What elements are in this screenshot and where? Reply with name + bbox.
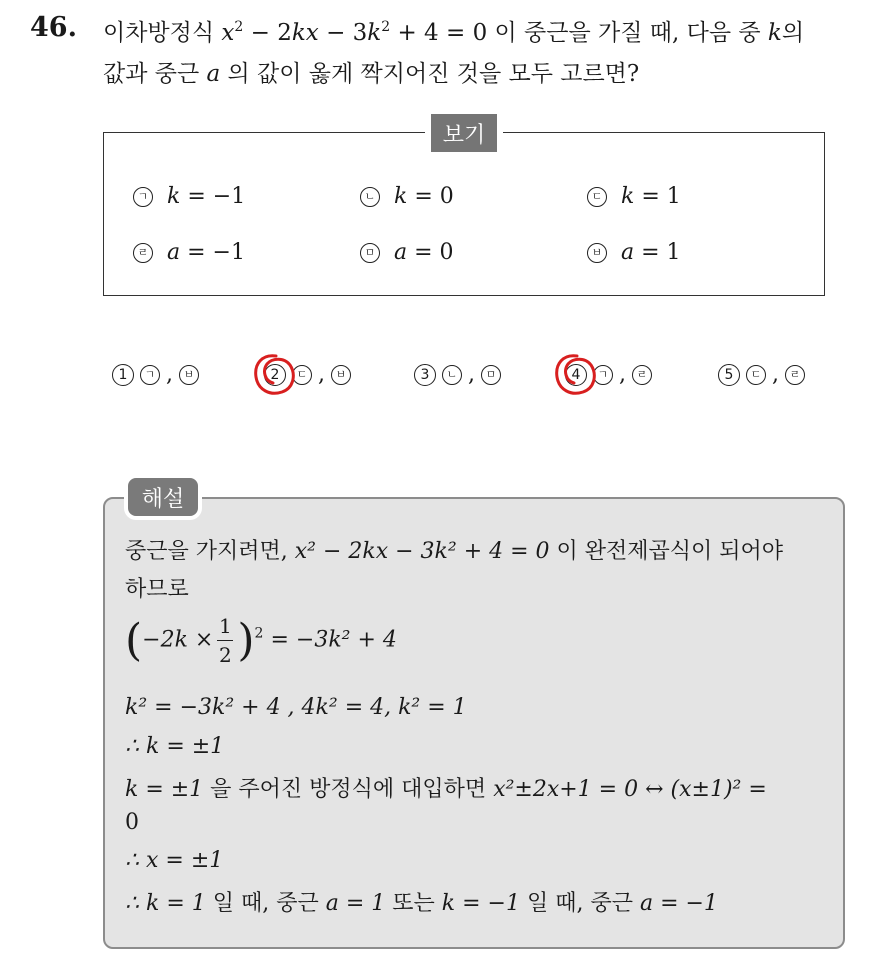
fraction: $\frac{1}{2}$ bbox=[219, 614, 232, 667]
choice-5[interactable]: 5 ㄷ , ㄹ bbox=[718, 362, 805, 387]
question-line-1: 이차방정식 $x^2 - 2kx - 3k^2 + 4 = 0$ 이 중근을 가질 때, 다음 중 k의 bbox=[103, 19, 805, 46]
choice-number: 1 bbox=[112, 364, 134, 386]
bogi-item-5: ㅁ a = 0 bbox=[360, 240, 454, 265]
solution-line-8: ∴ x = ±1 bbox=[125, 848, 224, 873]
choice-4[interactable]: 4 ㄱ , ㄹ bbox=[565, 362, 652, 387]
answer-mark-stroke bbox=[256, 356, 294, 393]
answer-mark-stroke bbox=[557, 356, 595, 393]
solution-label: 해설 bbox=[128, 478, 198, 516]
solution-line-4: k² = −3k² + 4 , 4k² = 4, k² = 1 bbox=[125, 695, 467, 720]
mark-circle: ㄹ bbox=[133, 243, 153, 263]
answer-mark-2 bbox=[250, 350, 300, 400]
choice-1[interactable]: 1 ㄱ , ㅂ bbox=[112, 362, 199, 387]
solution-line-1: 중근을 가지려면, x² − 2kx − 3k² + 4 = 0 이 완전제곱식이 되어야 bbox=[125, 539, 784, 564]
solution-line-6: k = ±1 을 주어진 방정식에 대입하면 x²±2x+1 = 0 ↔ (x±1)² = bbox=[125, 777, 767, 802]
bogi-item-1: ㄱ k = −1 bbox=[133, 184, 245, 209]
solution-line-7: 0 bbox=[125, 810, 139, 835]
mark-circle: ㅂ bbox=[587, 243, 607, 263]
mark-circle: ㄴ bbox=[360, 187, 380, 207]
bogi-item-4: ㄹ a = −1 bbox=[133, 240, 245, 265]
choice-number: 5 bbox=[718, 364, 740, 386]
choice-2[interactable]: 2 ㄷ , ㅂ bbox=[264, 362, 351, 387]
bogi-box bbox=[103, 132, 825, 296]
bogi-item-6: ㅂ a = 1 bbox=[587, 240, 681, 265]
solution-line-9: ∴ k = 1 일 때, 중근 a = 1 또는 k = −1 일 때, 중근 a = −1 bbox=[125, 891, 718, 916]
bogi-label: 보기 bbox=[431, 114, 497, 152]
solution-line-3: (−2k × $\frac{1}{2}$ )$^2$ = −3k² + 4 bbox=[125, 614, 397, 667]
question-number: 46. bbox=[30, 12, 77, 43]
choice-3[interactable]: 3 ㄴ , ㅁ bbox=[414, 362, 501, 387]
solution-line-5: ∴ k = ±1 bbox=[125, 734, 225, 759]
bogi-item-2: ㄴ k = 0 bbox=[360, 184, 454, 209]
mark-circle: ㄱ bbox=[133, 187, 153, 207]
choice-number: 3 bbox=[414, 364, 436, 386]
mark-circle: ㅁ bbox=[360, 243, 380, 263]
question-line-2: 값과 중근 a 의 값이 옳게 짝지어진 것을 모두 고르면? bbox=[103, 61, 640, 87]
mark-circle: ㄷ bbox=[587, 187, 607, 207]
bogi-item-3: ㄷ k = 1 bbox=[587, 184, 681, 209]
choice-number: 4 bbox=[565, 364, 587, 386]
choice-number: 2 bbox=[264, 364, 286, 386]
answer-mark-4 bbox=[551, 350, 601, 400]
solution-line-2: 하므로 bbox=[125, 577, 189, 602]
